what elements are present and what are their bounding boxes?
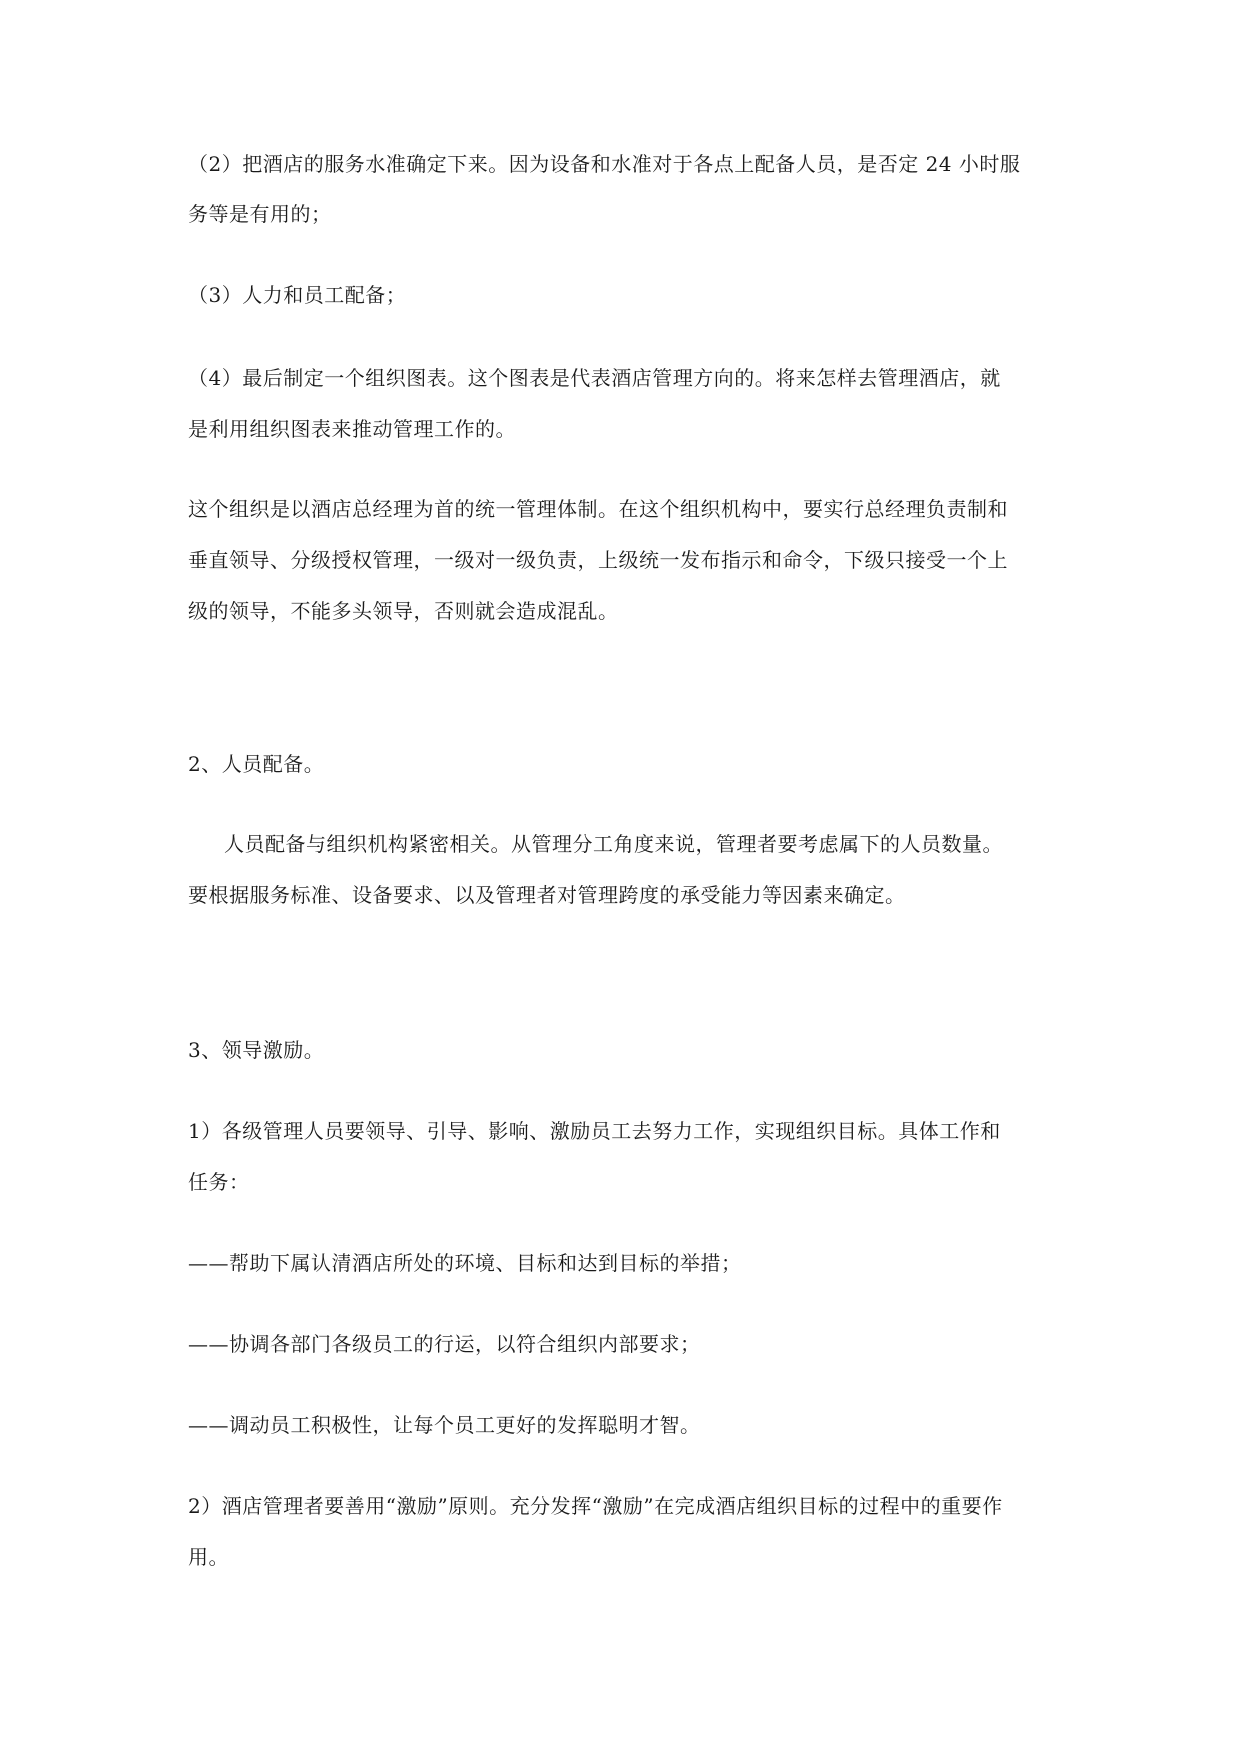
staffing-paragraph-line-1: 人员配备与组织机构紧密相关。从管理分工角度来说，管理者要考虑属下的人员数量。 <box>224 832 1003 856</box>
dash-item-2: ——协调各部门各级员工的行运，以符合组织内部要求； <box>188 1332 701 1356</box>
leadership-item-1-line-2: 任务： <box>188 1170 250 1194</box>
leadership-item-1-line-1: 1）各级管理人员要领导、引导、影响、激励员工去努力工作，实现组织目标。具体工作和 <box>188 1119 1001 1143</box>
paragraph-3-line-1: （3）人力和员工配备； <box>188 283 407 307</box>
paragraph-2-line-2: 务等是有用的； <box>188 202 332 226</box>
organization-paragraph-line-1: 这个组织是以酒店总经理为首的统一管理体制。在这个组织机构中，要实行总经理负责制和 <box>188 497 1008 521</box>
section-heading-leadership: 3、领导激励。 <box>188 1038 325 1062</box>
organization-paragraph-line-2: 垂直领导、分级授权管理，一级对一级负责，上级统一发布指示和命令，下级只接受一个上 <box>188 548 1008 572</box>
paragraph-2-line-1: （2）把酒店的服务水准确定下来。因为设备和水准对于各点上配备人员，是否定 24 小时服 <box>188 152 1021 176</box>
staffing-paragraph-line-2: 要根据服务标准、设备要求、以及管理者对管理跨度的承受能力等因素来确定。 <box>188 883 906 907</box>
paragraph-4-line-2: 是利用组织图表来推动管理工作的。 <box>188 417 516 441</box>
leadership-item-2-line-2: 用。 <box>188 1545 229 1569</box>
organization-paragraph-line-3: 级的领导，不能多头领导，否则就会造成混乱。 <box>188 599 619 623</box>
dash-item-1: ——帮助下属认清酒店所处的环境、目标和达到目标的举措； <box>188 1251 742 1275</box>
leadership-item-2-line-1: 2）酒店管理者要善用“激励”原则。充分发挥“激励”在完成酒店组织目标的过程中的重要作 <box>188 1494 1003 1518</box>
paragraph-4-line-1: （4）最后制定一个组织图表。这个图表是代表酒店管理方向的。将来怎样去管理酒店，就 <box>188 366 1001 390</box>
section-heading-staffing: 2、人员配备。 <box>188 752 325 776</box>
dash-item-3: ——调动员工积极性，让每个员工更好的发挥聪明才智。 <box>188 1413 701 1437</box>
